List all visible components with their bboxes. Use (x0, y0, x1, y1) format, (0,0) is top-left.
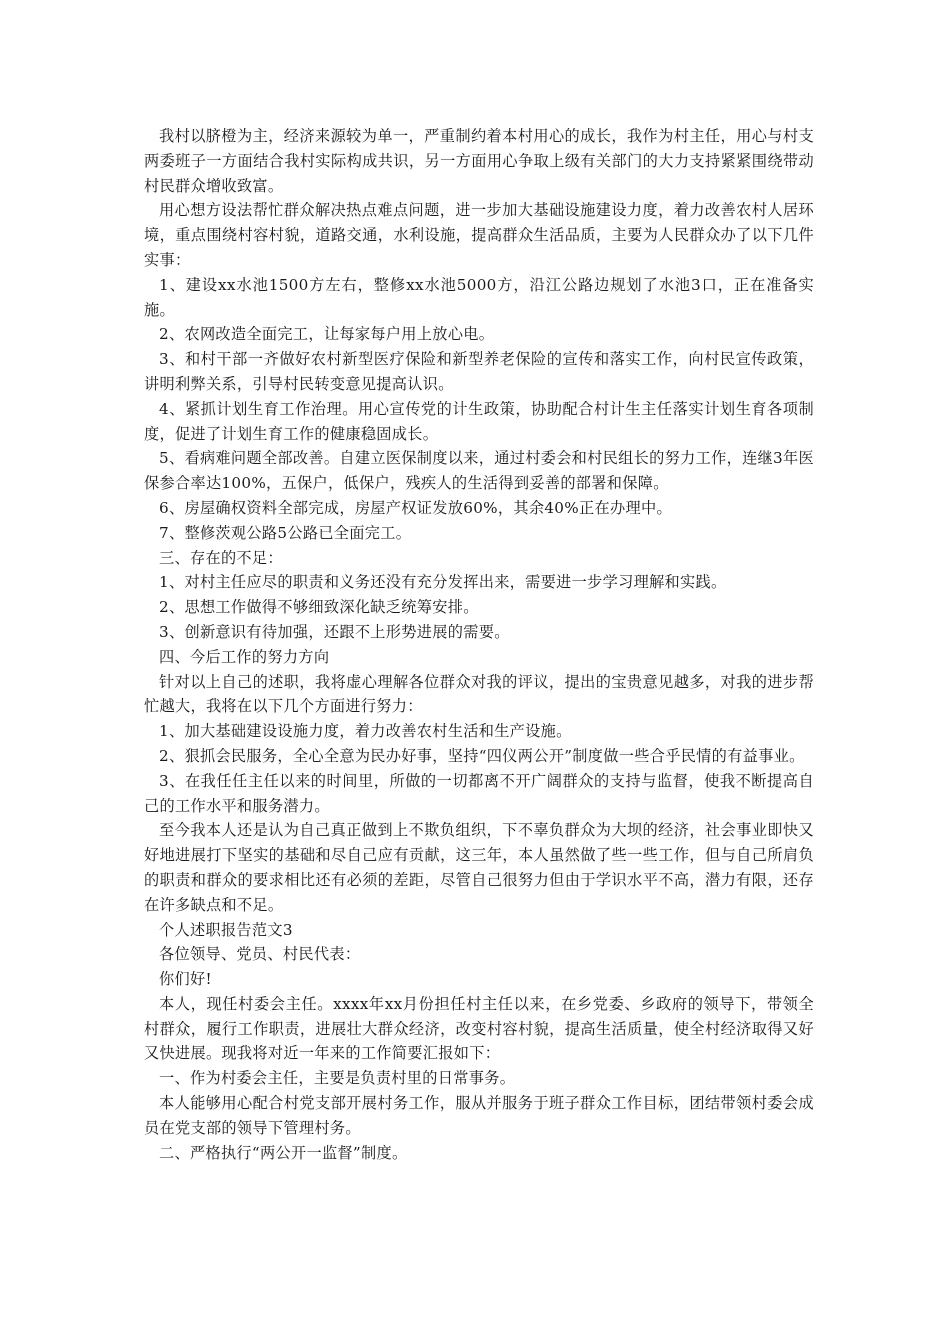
paragraph: 我村以脐橙为主，经济来源较为单一，严重制约着本村用心的成长，我作为村主任，用心与村支两委班子一方面结合我村实际构成共识，另一方面用心争取上级有关部门的大力支持紧紧围绕带动村民群众增收致富。 (144, 127, 814, 195)
list-item: 1、加大基础建设设施力度，着力改善农村生活和生产设施。 (159, 722, 572, 741)
list-item: 1、对村主任应尽的职责和义务还没有充分发挥出来，需要进一步学习理解和实践。 (159, 573, 727, 592)
list-item: 4、紧抓计划生育工作治理。用心宣传党的计生政策，协助配合村计生主任落实计划生育各项制度，促进了计划生育工作的健康稳固成长。 (144, 399, 814, 443)
section-heading: 三、存在的不足： (159, 548, 283, 567)
list-item: 2、农网改造全面完工，让每家每户用上放心电。 (159, 325, 495, 344)
report-title: 个人述职报告范文3 (159, 920, 293, 939)
list-item: 2、狠抓会民服务，全心全意为民办好事，坚持“四仪两公开”制度做一些合乎民情的有益事业。 (159, 746, 805, 765)
list-item: 1、建设xx水池1500方左右，整修xx水池5000方，沿江公路边规划了水池3口，正在准备实施。 (144, 275, 814, 319)
list-item: 2、思想工作做得不够细致深化缺乏统筹安排。 (159, 598, 479, 617)
section-heading: 四、今后工作的努力方向 (159, 647, 330, 666)
paragraph: 用心想方设法帮忙群众解决热点难点问题，进一步加大基础设施建设力度，着力改善农村人居环境，重点围绕村容村貌，道路交通，水利设施，提高群众生活品质，主要为人民群众办了以下几件实事： (144, 201, 814, 269)
list-item: 3、和村干部一齐做好农村新型医疗保险和新型养老保险的宣传和落实工作，向村民宣传政策，讲明利弊关系，引导村民转变意见提高认识。 (144, 350, 814, 393)
list-item: 3、创新意识有待加强，还跟不上形势进展的需要。 (159, 622, 510, 641)
list-item: 6、房屋确权资料全部完成，房屋产权证发放60%，其余40%正在办理中。 (159, 498, 672, 517)
paragraph: 本人能够用心配合村党支部开展村务工作，服从并服务于班子群众工作目标，团结带领村委会成员在党支部的领导下管理村务。 (144, 1094, 814, 1137)
paragraph: 针对以上自己的述职，我将虚心理解各位群众对我的评议，提出的宝贵意见越多，对我的进步帮忙越大，我将在以下几个方面进行努力： (144, 672, 814, 716)
paragraph: 本人，现任村委会主任。xxxx年xx月份担任村主任以来，在乡党委、乡政府的领导下，带领全村群众，履行工作职责，进展壮大群众经济，改变村容村貌，提高生活质量，使全村经济取得又好又快进展。现我将对近一年来的工作简要汇报如下： (144, 994, 814, 1063)
salutation: 各位领导、党员、村民代表： (159, 945, 361, 964)
document-body (144, 124, 814, 1165)
list-item: 7、整修茨观公路5公路已全面完工。 (159, 523, 412, 542)
list-item: 3、在我任任主任以来的时间里，所做的一切都离不开广阔群众的支持与监督，使我不断提高自己的工作水平和服务潜力。 (144, 771, 814, 815)
greeting: 你们好! (159, 970, 212, 989)
section-heading: 一、作为村委会主任，主要是负责村里的日常事务。 (159, 1069, 516, 1088)
paragraph: 至今我本人还是认为自己真正做到上不欺负组织，下不辜负群众为大坝的经济，社会事业即快又好地进展打下坚实的基础和尽自己应有贡献，这三年，本人虽然做了些一些工作，但与自己所肩负的职责和群众的要求相比还有必须的差距，尽管自己很努力但由于学识水平不高，潜力有限，还存在许多缺点和不足。 (144, 821, 814, 914)
list-item: 5、看病难问题全部改善。自建立医保制度以来，通过村委会和村民组长的努力工作，连继3年医保参合率达100%，五保户，低保户，残疾人的生活得到妥善的部署和保障。 (144, 449, 814, 493)
section-heading: 二、严格执行“两公开一监督”制度。 (159, 1143, 408, 1162)
